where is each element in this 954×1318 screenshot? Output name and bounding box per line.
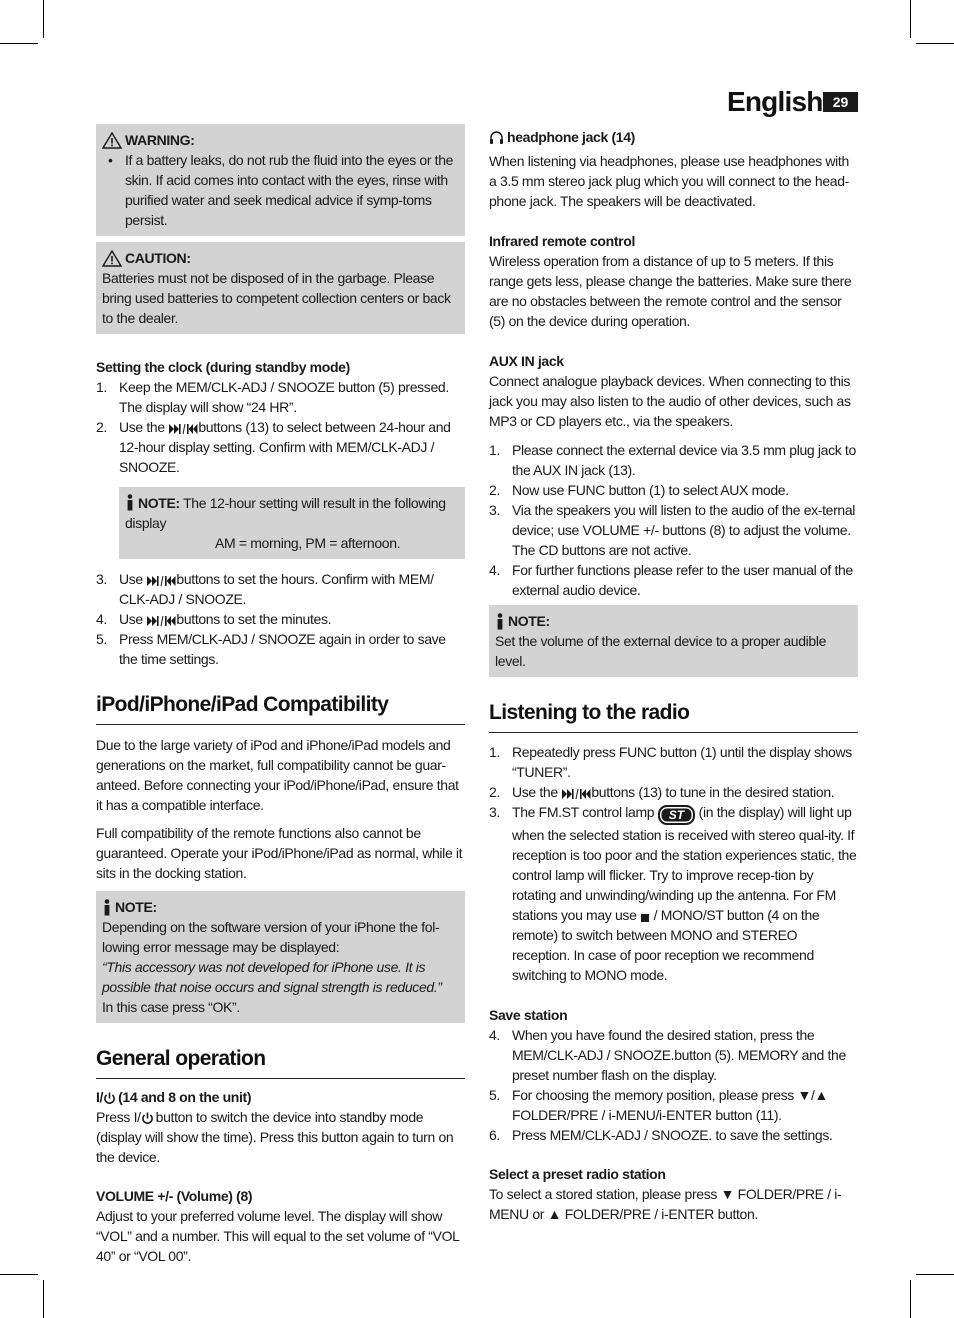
- crop-mark: [43, 0, 44, 38]
- ipod-paragraph: Full compatibility of the remote functions also cannot be guaranteed. Operate your iPod/iPhone/iPad as normal, while it sits in the docking station.: [96, 825, 463, 881]
- list-item: 2. Now use FUNC button (1) to select AUX mode.: [489, 482, 789, 498]
- power-heading: I/ (14 and 8 on the unit): [96, 1089, 252, 1105]
- down-arrow-icon: ▼: [720, 1186, 735, 1202]
- info-icon: [495, 613, 505, 630]
- skip-next-prev-icon: [168, 423, 198, 435]
- skip-next-prev-icon: [561, 788, 591, 800]
- skip-next-prev-icon: [146, 575, 176, 587]
- crop-mark: [43, 1280, 44, 1318]
- infrared-heading: Infrared remote control: [489, 233, 635, 249]
- power-text: Press I/ button to switch the device into standby mode (display will show the time). Press this button again to turn on the device.: [96, 1109, 454, 1165]
- note-title: NOTE:: [508, 613, 550, 629]
- aux-steps: [489, 440, 858, 600]
- list-item: 2. Use the buttons (13) to select between 24-hour and 12-hour display setting. Confirm with MEM/CLK-ADJ / SNOOZE.: [96, 419, 451, 475]
- ipod-paragraph: Due to the large variety of iPod and iPhone/iPad models and generations on the market, full compatibility cannot be guar-anteed. Before connecting your iPod/iPhone/iPad, ensure that it has a compatible interface.: [96, 737, 459, 813]
- note-text: Depending on the software version of your iPhone the fol-lowing error message may be displayed:: [102, 919, 440, 955]
- list-item: 4. Use buttons to set the minutes.: [96, 611, 332, 627]
- crop-mark: [916, 1274, 954, 1275]
- volume-heading: VOLUME +/- (Volume) (8): [96, 1188, 253, 1204]
- aux-note-box: [489, 605, 858, 677]
- ipod-note-box: [96, 891, 465, 1023]
- skip-next-prev-icon: [146, 615, 176, 627]
- warning-triangle-icon: [102, 250, 122, 267]
- list-item: 1. Keep the MEM/CLK-ADJ / SNOOZE button (5) pressed. The display will show “24 HR”.: [96, 379, 449, 415]
- clock-heading: Setting the clock (during standby mode): [96, 359, 350, 375]
- note-title: NOTE:: [115, 899, 157, 915]
- down-up-arrow-icon: ▼/▲: [797, 1087, 829, 1103]
- stereo-lamp-icon: ST: [658, 805, 695, 825]
- note-text: Set the volume of the external device to a proper audible level.: [495, 633, 827, 669]
- list-item: 3. Use buttons to set the hours. Confirm with MEM/ CLK-ADJ / SNOOZE.: [96, 571, 434, 607]
- right-column: [489, 124, 858, 1224]
- save-heading: Save station: [489, 1007, 568, 1023]
- power-icon: [141, 1112, 154, 1125]
- power-icon: [103, 1092, 116, 1105]
- radio-heading: Listening to the radio: [489, 699, 858, 733]
- headphone-text: When listening via headphones, please use headphones with a 3.5 mm stereo jack plug which you will connect to the head-phone jack. The speakers will be deactivated.: [489, 153, 849, 209]
- aux-heading: AUX IN jack: [489, 353, 564, 369]
- list-item: 5. Press MEM/CLK-ADJ / SNOOZE again in order to save the time settings.: [96, 631, 446, 667]
- general-heading: General operation: [96, 1045, 465, 1079]
- crop-mark: [0, 1274, 38, 1275]
- clock-note-box: [119, 487, 465, 559]
- save-steps: [489, 1025, 858, 1145]
- ipod-heading: iPod/iPhone/iPad Compatibility: [96, 691, 465, 725]
- note-label: NOTE:: [138, 495, 180, 511]
- radio-steps: [489, 742, 858, 985]
- caution-text: Batteries must not be disposed of in the garbage. Please bring used batteries to competent collection centers or back to the dealer.: [102, 270, 451, 326]
- note-text: In this case press “OK”.: [102, 999, 240, 1015]
- stop-square-icon: [640, 913, 650, 923]
- note-line: AM = morning, PM = afternoon.: [215, 535, 401, 551]
- up-arrow-icon: ▲: [547, 1206, 562, 1222]
- language-title: English: [727, 86, 823, 117]
- crop-mark: [910, 0, 911, 38]
- clock-steps-cont: [96, 569, 465, 669]
- list-item: 6. Press MEM/CLK-ADJ / SNOOZE. to save the settings.: [489, 1127, 833, 1143]
- list-item: 1. Repeatedly press FUNC button (1) until the display shows “TUNER”.: [489, 744, 852, 780]
- crop-mark: [916, 43, 954, 44]
- list-item: 3. The FM.ST control lamp ST (in the display) will light up when the selected station is received with stereo qual-ity. If reception is too poor and the station experiences static, the control lamp will flicker. Try to improve recep-tion by rotating and unwinding/winding up the antenna. For FM stations you may use / MONO/ST button (4 on the remote) to switch between MONO and STEREO reception. In case of poor reception we recommend switching to MONO mode.: [489, 804, 857, 983]
- crop-mark: [910, 1280, 911, 1318]
- list-item: 2. Use the buttons (13) to tune in the desired station.: [489, 784, 835, 800]
- list-item: 4. For further functions please refer to the user manual of the external audio device.: [489, 562, 853, 598]
- aux-text: Connect analogue playback devices. When connecting to this jack you may also listen to the audio of other devices, such as MP3 or CD players etc., via the speakers.: [489, 373, 851, 429]
- infrared-text: Wireless operation from a distance of up to 5 meters. If this range gets less, please change the batteries. Make sure there are no obstacles between the remote control and the sensor (5) on the device during operation.: [489, 253, 852, 329]
- caution-box: [96, 242, 465, 334]
- info-icon: [125, 494, 135, 511]
- warning-title: WARNING:: [125, 132, 195, 148]
- list-item: • If a battery leaks, do not rub the fluid into the eyes or the skin. If acid comes into contact with the eyes, rinse with purified water and seek medical advice if symp-toms persist.: [108, 152, 454, 228]
- list-item: 3. Via the speakers you will listen to the audio of the ex-ternal device; use VOLUME +/- buttons (8) to adjust the volume. The CD buttons are not active.: [489, 502, 856, 558]
- volume-text: Adjust to your preferred volume level. The display will show “VOL” and a number. This will equal to the set volume of “VOL 40” or “VOL 00”.: [96, 1208, 460, 1264]
- preset-text: To select a stored station, please press ▼ FOLDER/PRE / i-MENU or ▲ FOLDER/PRE / i-ENTER button.: [489, 1186, 842, 1222]
- note-quote: “This accessory was not developed for iPhone use. It is possible that noise occurs and signal strength is reduced.”: [102, 959, 442, 995]
- headphones-icon: [489, 130, 504, 145]
- list-item: 1. Please connect the external device via 3.5 mm plug jack to the AUX IN jack (13).: [489, 442, 856, 478]
- headphone-heading: headphone jack (14): [489, 127, 858, 147]
- list-item: 4. When you have found the desired station, press the MEM/CLK-ADJ / SNOOZE.button (5). MEMORY and the preset number flash on the display.: [489, 1027, 846, 1083]
- clock-steps: [96, 377, 465, 477]
- warning-triangle-icon: [102, 132, 122, 149]
- caution-title: CAUTION:: [125, 250, 191, 266]
- info-icon: [102, 899, 112, 916]
- page-number: 29: [823, 92, 858, 112]
- note-text: The 12-hour setting will result in the following display: [125, 495, 446, 531]
- crop-mark: [0, 43, 38, 44]
- list-item: 5. For choosing the memory position, please press ▼/▲ FOLDER/PRE / i-MENU/i-ENTER button (11).: [489, 1087, 829, 1123]
- left-column: [96, 124, 465, 1266]
- warning-box: [96, 124, 465, 236]
- preset-heading: Select a preset radio station: [489, 1166, 666, 1182]
